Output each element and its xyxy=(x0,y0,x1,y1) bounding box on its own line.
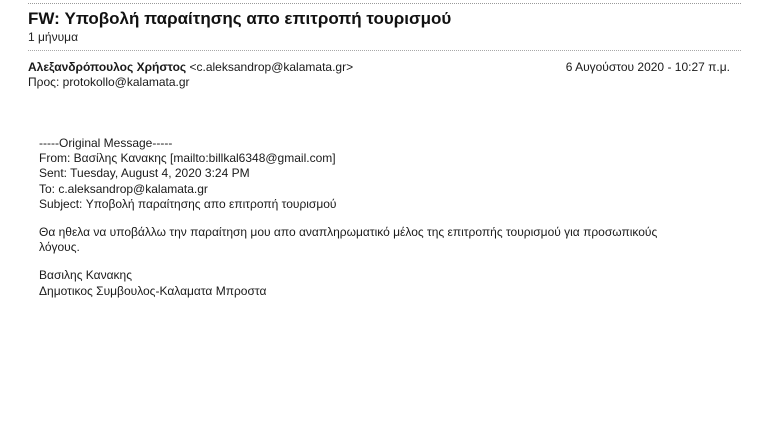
top-divider xyxy=(28,3,741,4)
signature-title: Δημοτικος Συμβουλος-Καλαματα Μπροστα xyxy=(39,283,267,298)
sender-line xyxy=(28,60,353,74)
forwarded-from: From: Βασίλης Κανακης [mailto:billkal6348@gmail.com] xyxy=(39,151,336,166)
spacer xyxy=(39,212,739,225)
email-date: 6 Αυγούστου 2020 - 10:27 π.μ. xyxy=(565,60,730,74)
to-label: Προς: xyxy=(28,75,60,89)
body-paragraph-line-2: λόγους. xyxy=(39,240,80,255)
body-paragraph-line-1: Θα ηθελα να υποβάλλω την παραίτηση μου απο αναπληρωματικό μέλος της επιτροπής τουρισμού για προσωπικούς xyxy=(39,225,658,240)
forwarded-subject: Subject: Υποβολή παραίτησης απο επιτροπή τουρισμού xyxy=(39,196,337,211)
forwarded-sent: Sent: Tuesday, August 4, 2020 3:24 PM xyxy=(39,166,250,181)
message-count: 1 μήνυμα xyxy=(28,30,79,44)
recipient-line xyxy=(28,75,190,89)
forwarded-to: To: c.aleksandrop@kalamata.gr xyxy=(39,181,208,196)
sender-name: Αλεξανδρόπουλος Χρήστος xyxy=(28,60,187,74)
email-body xyxy=(39,136,739,299)
header-divider xyxy=(28,50,741,51)
signature-name: Βασιλης Κανακης xyxy=(39,268,132,283)
sender-email[interactable]: <c.aleksandrop@kalamata.gr> xyxy=(189,60,354,74)
to-address[interactable]: protokollo@kalamata.gr xyxy=(62,75,190,89)
spacer xyxy=(39,255,739,268)
original-message-header: -----Original Message----- xyxy=(39,136,173,150)
email-subject: FW: Υποβολή παραίτησης απο επιτροπή τουρισμού xyxy=(28,9,452,28)
